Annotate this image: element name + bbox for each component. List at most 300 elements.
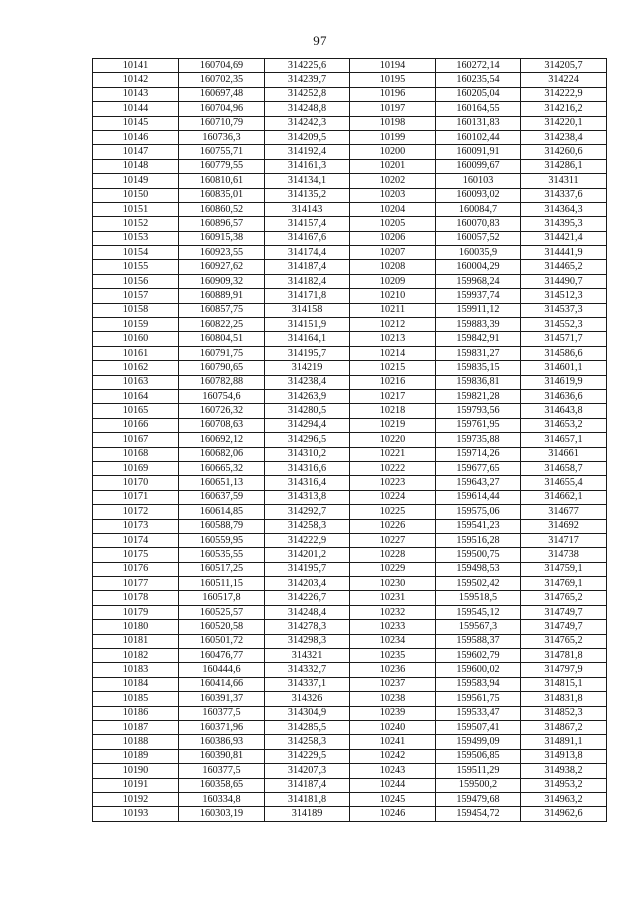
table-row [93, 692, 607, 706]
y-coordinate-left-cell: 314167,6 [265, 231, 350, 245]
y-coordinate-left-cell: 314258,3 [265, 735, 350, 749]
y-coordinate-right-cell: 314662,1 [521, 490, 607, 504]
x-coordinate-right-cell: 160093,02 [436, 188, 521, 202]
x-coordinate-left-cell: 160476,77 [179, 649, 265, 663]
x-coordinate-right-cell: 159835,15 [436, 361, 521, 375]
y-coordinate-right-cell: 314421,4 [521, 231, 607, 245]
x-coordinate-left-cell: 160525,57 [179, 605, 265, 619]
point-id-right-cell: 10198 [350, 116, 436, 130]
x-coordinate-right-cell: 159714,26 [436, 447, 521, 461]
table-row [93, 159, 607, 173]
y-coordinate-right-cell: 314552,3 [521, 318, 607, 332]
point-id-left-cell: 10163 [93, 375, 179, 389]
x-coordinate-right-cell: 159499,09 [436, 735, 521, 749]
y-coordinate-left-cell: 314321 [265, 649, 350, 663]
y-coordinate-right-cell: 314765,2 [521, 591, 607, 605]
point-id-right-cell: 10208 [350, 260, 436, 274]
y-coordinate-left-cell: 314332,7 [265, 663, 350, 677]
y-coordinate-right-cell: 314441,9 [521, 246, 607, 260]
y-coordinate-right-cell: 314913,8 [521, 749, 607, 763]
table-row [93, 361, 607, 375]
y-coordinate-right-cell: 314759,1 [521, 562, 607, 576]
y-coordinate-left-cell: 314164,1 [265, 332, 350, 346]
point-id-right-cell: 10213 [350, 332, 436, 346]
y-coordinate-right-cell: 314537,3 [521, 303, 607, 317]
table-row [93, 346, 607, 360]
y-coordinate-right-cell: 314636,6 [521, 389, 607, 403]
point-id-left-cell: 10158 [93, 303, 179, 317]
table-row [93, 476, 607, 490]
point-id-left-cell: 10146 [93, 130, 179, 144]
x-coordinate-left-cell: 160754,6 [179, 389, 265, 403]
point-id-right-cell: 10229 [350, 562, 436, 576]
table-row [93, 663, 607, 677]
point-id-right-cell: 10246 [350, 807, 436, 821]
y-coordinate-left-cell: 314201,2 [265, 548, 350, 562]
table-row [93, 447, 607, 461]
table-row [93, 188, 607, 202]
y-coordinate-left-cell: 314151,9 [265, 318, 350, 332]
x-coordinate-left-cell: 160511,15 [179, 577, 265, 591]
y-coordinate-right-cell: 314815,1 [521, 677, 607, 691]
x-coordinate-right-cell: 159588,37 [436, 634, 521, 648]
y-coordinate-left-cell: 314294,4 [265, 418, 350, 432]
y-coordinate-right-cell: 314661 [521, 447, 607, 461]
table-row [93, 145, 607, 159]
point-id-right-cell: 10195 [350, 73, 436, 87]
point-id-right-cell: 10201 [350, 159, 436, 173]
y-coordinate-left-cell: 314226,7 [265, 591, 350, 605]
y-coordinate-left-cell: 314225,6 [265, 59, 350, 73]
point-id-left-cell: 10155 [93, 260, 179, 274]
x-coordinate-right-cell: 160070,83 [436, 217, 521, 231]
x-coordinate-left-cell: 160303,19 [179, 807, 265, 821]
y-coordinate-right-cell: 314205,7 [521, 59, 607, 73]
table-row [93, 533, 607, 547]
point-id-left-cell: 10152 [93, 217, 179, 231]
x-coordinate-right-cell: 159583,94 [436, 677, 521, 691]
point-id-left-cell: 10184 [93, 677, 179, 691]
y-coordinate-left-cell: 314203,4 [265, 577, 350, 591]
y-coordinate-left-cell: 314209,5 [265, 130, 350, 144]
table-row [93, 505, 607, 519]
y-coordinate-left-cell: 314263,9 [265, 389, 350, 403]
x-coordinate-left-cell: 160391,37 [179, 692, 265, 706]
table-row [93, 461, 607, 475]
x-coordinate-right-cell: 159821,28 [436, 389, 521, 403]
point-id-left-cell: 10168 [93, 447, 179, 461]
y-coordinate-left-cell: 314195,7 [265, 346, 350, 360]
x-coordinate-right-cell: 160091,91 [436, 145, 521, 159]
x-coordinate-right-cell: 159541,23 [436, 519, 521, 533]
y-coordinate-left-cell: 314296,5 [265, 433, 350, 447]
y-coordinate-left-cell: 314161,3 [265, 159, 350, 173]
x-coordinate-left-cell: 160559,95 [179, 533, 265, 547]
point-id-right-cell: 10218 [350, 404, 436, 418]
table-row [93, 519, 607, 533]
y-coordinate-right-cell: 314677 [521, 505, 607, 519]
point-id-right-cell: 10226 [350, 519, 436, 533]
x-coordinate-left-cell: 160710,79 [179, 116, 265, 130]
y-coordinate-left-cell: 314192,4 [265, 145, 350, 159]
y-coordinate-right-cell: 314311 [521, 174, 607, 188]
x-coordinate-right-cell: 159575,06 [436, 505, 521, 519]
table-row [93, 548, 607, 562]
table-row [93, 605, 607, 619]
point-id-right-cell: 10224 [350, 490, 436, 504]
point-id-right-cell: 10194 [350, 59, 436, 73]
point-id-right-cell: 10220 [350, 433, 436, 447]
y-coordinate-left-cell: 314187,4 [265, 260, 350, 274]
y-coordinate-left-cell: 314143 [265, 202, 350, 216]
table-row [93, 274, 607, 288]
page-number: 97 [313, 33, 327, 48]
point-id-left-cell: 10164 [93, 389, 179, 403]
table-row [93, 706, 607, 720]
y-coordinate-right-cell: 314962,6 [521, 807, 607, 821]
x-coordinate-right-cell: 159614,44 [436, 490, 521, 504]
point-id-right-cell: 10243 [350, 764, 436, 778]
x-coordinate-left-cell: 160444,6 [179, 663, 265, 677]
point-id-right-cell: 10196 [350, 87, 436, 101]
x-coordinate-right-cell: 160057,52 [436, 231, 521, 245]
point-id-right-cell: 10217 [350, 389, 436, 403]
y-coordinate-left-cell: 314316,4 [265, 476, 350, 490]
point-id-right-cell: 10216 [350, 375, 436, 389]
x-coordinate-left-cell: 160358,65 [179, 778, 265, 792]
x-coordinate-right-cell: 160272,14 [436, 59, 521, 73]
y-coordinate-right-cell: 314963,2 [521, 792, 607, 806]
x-coordinate-left-cell: 160896,57 [179, 217, 265, 231]
y-coordinate-left-cell: 314310,2 [265, 447, 350, 461]
y-coordinate-right-cell: 314953,2 [521, 778, 607, 792]
point-id-left-cell: 10153 [93, 231, 179, 245]
y-coordinate-right-cell: 314657,1 [521, 433, 607, 447]
y-coordinate-right-cell: 314655,4 [521, 476, 607, 490]
point-id-right-cell: 10245 [350, 792, 436, 806]
point-id-right-cell: 10211 [350, 303, 436, 317]
point-id-right-cell: 10240 [350, 720, 436, 734]
table-row [93, 87, 607, 101]
x-coordinate-right-cell: 160131,83 [436, 116, 521, 130]
point-id-right-cell: 10237 [350, 677, 436, 691]
y-coordinate-right-cell: 314395,3 [521, 217, 607, 231]
point-id-left-cell: 10145 [93, 116, 179, 130]
x-coordinate-right-cell: 159677,65 [436, 461, 521, 475]
y-coordinate-right-cell: 314831,8 [521, 692, 607, 706]
x-coordinate-right-cell: 159842,91 [436, 332, 521, 346]
point-id-right-cell: 10234 [350, 634, 436, 648]
x-coordinate-right-cell: 159454,72 [436, 807, 521, 821]
x-coordinate-left-cell: 160779,55 [179, 159, 265, 173]
table-row [93, 246, 607, 260]
y-coordinate-right-cell: 314653,2 [521, 418, 607, 432]
y-coordinate-left-cell: 314292,7 [265, 505, 350, 519]
table-row [93, 490, 607, 504]
y-coordinate-right-cell: 314738 [521, 548, 607, 562]
point-id-right-cell: 10230 [350, 577, 436, 591]
y-coordinate-left-cell: 314187,4 [265, 778, 350, 792]
point-id-right-cell: 10199 [350, 130, 436, 144]
x-coordinate-left-cell: 160915,38 [179, 231, 265, 245]
point-id-left-cell: 10191 [93, 778, 179, 792]
x-coordinate-left-cell: 160791,75 [179, 346, 265, 360]
x-coordinate-left-cell: 160535,55 [179, 548, 265, 562]
table-row [93, 720, 607, 734]
point-id-left-cell: 10180 [93, 620, 179, 634]
x-coordinate-right-cell: 159533,47 [436, 706, 521, 720]
x-coordinate-left-cell: 160377,5 [179, 764, 265, 778]
point-id-right-cell: 10236 [350, 663, 436, 677]
point-id-left-cell: 10179 [93, 605, 179, 619]
table-row [93, 677, 607, 691]
y-coordinate-right-cell: 314619,9 [521, 375, 607, 389]
point-id-right-cell: 10204 [350, 202, 436, 216]
point-id-left-cell: 10183 [93, 663, 179, 677]
y-coordinate-right-cell: 314658,7 [521, 461, 607, 475]
table-row [93, 73, 607, 87]
y-coordinate-left-cell: 314304,9 [265, 706, 350, 720]
x-coordinate-right-cell: 160235,54 [436, 73, 521, 87]
point-id-right-cell: 10202 [350, 174, 436, 188]
x-coordinate-left-cell: 160614,85 [179, 505, 265, 519]
x-coordinate-right-cell: 159602,79 [436, 649, 521, 663]
table-row [93, 318, 607, 332]
x-coordinate-right-cell: 159479,68 [436, 792, 521, 806]
x-coordinate-right-cell: 159561,75 [436, 692, 521, 706]
y-coordinate-left-cell: 314252,8 [265, 87, 350, 101]
x-coordinate-right-cell: 159507,41 [436, 720, 521, 734]
table-row [93, 404, 607, 418]
x-coordinate-left-cell: 160755,71 [179, 145, 265, 159]
y-coordinate-right-cell: 314643,8 [521, 404, 607, 418]
y-coordinate-right-cell: 314765,2 [521, 634, 607, 648]
x-coordinate-right-cell: 159511,29 [436, 764, 521, 778]
y-coordinate-right-cell: 314717 [521, 533, 607, 547]
y-coordinate-right-cell: 314692 [521, 519, 607, 533]
point-id-left-cell: 10162 [93, 361, 179, 375]
point-id-left-cell: 10190 [93, 764, 179, 778]
table-row [93, 764, 607, 778]
x-coordinate-left-cell: 160857,75 [179, 303, 265, 317]
x-coordinate-right-cell: 160099,67 [436, 159, 521, 173]
x-coordinate-right-cell: 159567,3 [436, 620, 521, 634]
point-id-left-cell: 10142 [93, 73, 179, 87]
table-row [93, 130, 607, 144]
table-row [93, 217, 607, 231]
point-id-left-cell: 10174 [93, 533, 179, 547]
table-row [93, 749, 607, 763]
x-coordinate-left-cell: 160923,55 [179, 246, 265, 260]
x-coordinate-left-cell: 160517,8 [179, 591, 265, 605]
x-coordinate-right-cell: 159911,12 [436, 303, 521, 317]
x-coordinate-left-cell: 160651,13 [179, 476, 265, 490]
x-coordinate-right-cell: 159545,12 [436, 605, 521, 619]
x-coordinate-left-cell: 160889,91 [179, 289, 265, 303]
x-coordinate-right-cell: 159761,95 [436, 418, 521, 432]
point-id-right-cell: 10215 [350, 361, 436, 375]
point-id-right-cell: 10207 [350, 246, 436, 260]
y-coordinate-right-cell: 314749,7 [521, 620, 607, 634]
y-coordinate-left-cell: 314316,6 [265, 461, 350, 475]
table-row [93, 260, 607, 274]
point-id-left-cell: 10182 [93, 649, 179, 663]
x-coordinate-right-cell: 159518,5 [436, 591, 521, 605]
x-coordinate-right-cell: 159600,02 [436, 663, 521, 677]
table-row [93, 577, 607, 591]
point-id-right-cell: 10244 [350, 778, 436, 792]
point-id-left-cell: 10167 [93, 433, 179, 447]
x-coordinate-right-cell: 159968,24 [436, 274, 521, 288]
x-coordinate-left-cell: 160726,32 [179, 404, 265, 418]
y-coordinate-right-cell: 314749,7 [521, 605, 607, 619]
table-row [93, 792, 607, 806]
point-id-right-cell: 10205 [350, 217, 436, 231]
point-id-right-cell: 10235 [350, 649, 436, 663]
y-coordinate-right-cell: 314465,2 [521, 260, 607, 274]
x-coordinate-left-cell: 160517,25 [179, 562, 265, 576]
x-coordinate-left-cell: 160736,3 [179, 130, 265, 144]
point-id-left-cell: 10166 [93, 418, 179, 432]
point-id-right-cell: 10238 [350, 692, 436, 706]
x-coordinate-left-cell: 160682,06 [179, 447, 265, 461]
x-coordinate-left-cell: 160637,59 [179, 490, 265, 504]
y-coordinate-left-cell: 314298,3 [265, 634, 350, 648]
point-id-left-cell: 10165 [93, 404, 179, 418]
x-coordinate-right-cell: 159500,2 [436, 778, 521, 792]
y-coordinate-left-cell: 314248,8 [265, 102, 350, 116]
point-id-right-cell: 10223 [350, 476, 436, 490]
y-coordinate-right-cell: 314586,6 [521, 346, 607, 360]
table-row [93, 591, 607, 605]
y-coordinate-left-cell: 314239,7 [265, 73, 350, 87]
x-coordinate-left-cell: 160822,25 [179, 318, 265, 332]
x-coordinate-right-cell: 160102,44 [436, 130, 521, 144]
x-coordinate-left-cell: 160708,63 [179, 418, 265, 432]
point-id-left-cell: 10148 [93, 159, 179, 173]
x-coordinate-left-cell: 160704,69 [179, 59, 265, 73]
point-id-left-cell: 10189 [93, 749, 179, 763]
x-coordinate-right-cell: 160004,29 [436, 260, 521, 274]
table-row [93, 174, 607, 188]
y-coordinate-right-cell: 314601,1 [521, 361, 607, 375]
y-coordinate-right-cell: 314216,2 [521, 102, 607, 116]
y-coordinate-left-cell: 314134,1 [265, 174, 350, 188]
point-id-left-cell: 10178 [93, 591, 179, 605]
point-id-left-cell: 10177 [93, 577, 179, 591]
table-row [93, 634, 607, 648]
x-coordinate-right-cell: 159793,56 [436, 404, 521, 418]
y-coordinate-right-cell: 314490,7 [521, 274, 607, 288]
point-id-left-cell: 10154 [93, 246, 179, 260]
point-id-left-cell: 10143 [93, 87, 179, 101]
y-coordinate-right-cell: 314867,2 [521, 720, 607, 734]
y-coordinate-left-cell: 314219 [265, 361, 350, 375]
point-id-right-cell: 10221 [350, 447, 436, 461]
point-id-right-cell: 10197 [350, 102, 436, 116]
x-coordinate-left-cell: 160702,35 [179, 73, 265, 87]
x-coordinate-left-cell: 160835,01 [179, 188, 265, 202]
point-id-left-cell: 10185 [93, 692, 179, 706]
x-coordinate-left-cell: 160501,72 [179, 634, 265, 648]
table-row [93, 389, 607, 403]
point-id-right-cell: 10206 [350, 231, 436, 245]
x-coordinate-right-cell: 160103 [436, 174, 521, 188]
x-coordinate-left-cell: 160697,48 [179, 87, 265, 101]
x-coordinate-left-cell: 160390,81 [179, 749, 265, 763]
table-row [93, 778, 607, 792]
x-coordinate-left-cell: 160804,51 [179, 332, 265, 346]
point-id-left-cell: 10161 [93, 346, 179, 360]
point-id-right-cell: 10210 [350, 289, 436, 303]
table-row [93, 303, 607, 317]
table-row [93, 202, 607, 216]
table-row [93, 649, 607, 663]
point-id-right-cell: 10233 [350, 620, 436, 634]
y-coordinate-right-cell: 314222,9 [521, 87, 607, 101]
x-coordinate-left-cell: 160860,52 [179, 202, 265, 216]
y-coordinate-left-cell: 314174,4 [265, 246, 350, 260]
x-coordinate-left-cell: 160665,32 [179, 461, 265, 475]
table-row [93, 418, 607, 432]
x-coordinate-left-cell: 160810,61 [179, 174, 265, 188]
table-row [93, 116, 607, 130]
point-id-left-cell: 10147 [93, 145, 179, 159]
y-coordinate-left-cell: 314157,4 [265, 217, 350, 231]
y-coordinate-right-cell: 314260,6 [521, 145, 607, 159]
point-id-left-cell: 10169 [93, 461, 179, 475]
table-row [93, 562, 607, 576]
point-id-right-cell: 10212 [350, 318, 436, 332]
x-coordinate-right-cell: 160035,9 [436, 246, 521, 260]
y-coordinate-right-cell: 314769,1 [521, 577, 607, 591]
table-row [93, 807, 607, 821]
y-coordinate-right-cell: 314337,6 [521, 188, 607, 202]
point-id-right-cell: 10214 [350, 346, 436, 360]
x-coordinate-left-cell: 160377,5 [179, 706, 265, 720]
y-coordinate-right-cell: 314938,2 [521, 764, 607, 778]
table-row [93, 433, 607, 447]
y-coordinate-left-cell: 314207,3 [265, 764, 350, 778]
point-id-left-cell: 10157 [93, 289, 179, 303]
x-coordinate-right-cell: 159735,88 [436, 433, 521, 447]
point-id-left-cell: 10159 [93, 318, 179, 332]
y-coordinate-right-cell: 314286,1 [521, 159, 607, 173]
point-id-left-cell: 10170 [93, 476, 179, 490]
x-coordinate-right-cell: 159937,74 [436, 289, 521, 303]
y-coordinate-left-cell: 314135,2 [265, 188, 350, 202]
point-id-left-cell: 10141 [93, 59, 179, 73]
x-coordinate-left-cell: 160414,66 [179, 677, 265, 691]
x-coordinate-right-cell: 160164,55 [436, 102, 521, 116]
x-coordinate-left-cell: 160927,62 [179, 260, 265, 274]
coordinates-table [92, 58, 607, 822]
point-id-left-cell: 10160 [93, 332, 179, 346]
point-id-right-cell: 10242 [350, 749, 436, 763]
table-row [93, 332, 607, 346]
table-row [93, 289, 607, 303]
x-coordinate-left-cell: 160782,88 [179, 375, 265, 389]
y-coordinate-right-cell: 314852,3 [521, 706, 607, 720]
y-coordinate-left-cell: 314189 [265, 807, 350, 821]
point-id-right-cell: 10222 [350, 461, 436, 475]
y-coordinate-right-cell: 314797,9 [521, 663, 607, 677]
y-coordinate-left-cell: 314326 [265, 692, 350, 706]
point-id-left-cell: 10171 [93, 490, 179, 504]
x-coordinate-right-cell: 159643,27 [436, 476, 521, 490]
y-coordinate-left-cell: 314222,9 [265, 533, 350, 547]
point-id-left-cell: 10151 [93, 202, 179, 216]
